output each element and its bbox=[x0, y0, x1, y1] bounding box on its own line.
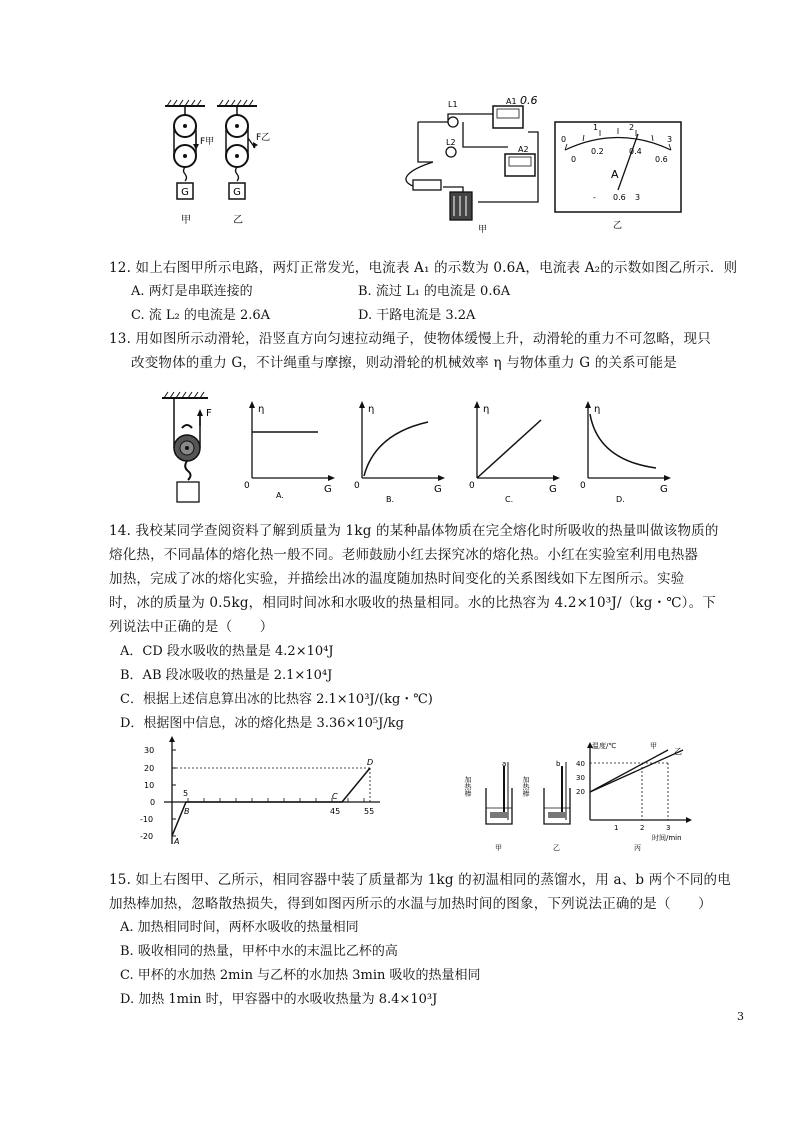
q13-force-label: F bbox=[206, 408, 212, 419]
lamp2-label: L2 bbox=[446, 138, 456, 147]
q14-option-c: C．根据上述信息算出冰的比热容 2.1×10³J/(kg・℃) bbox=[120, 692, 433, 707]
temp-chart-caption: 丙 bbox=[634, 844, 641, 852]
ice-y-m10: -10 bbox=[140, 815, 154, 824]
ice-y-0: 0 bbox=[150, 798, 156, 807]
q14-line5: 列说法中正确的是（ ） bbox=[109, 619, 274, 635]
meter-bottom-tick-2: 0.4 bbox=[629, 147, 642, 156]
q13-stem-line2: 改变物体的重力 G，不计绳重与摩擦，则动滑轮的机械效率 η 与物体重力 G 的关系可能是 bbox=[131, 355, 677, 371]
meter-top-tick-1: 1 bbox=[593, 123, 599, 132]
graph-a-y: η bbox=[258, 404, 265, 415]
ice-y-m20: -20 bbox=[140, 832, 154, 841]
circuit-caption: 甲 bbox=[478, 225, 488, 235]
meter-top-tick-2: 2 bbox=[629, 123, 635, 132]
meter-terminal-3: 3 bbox=[635, 193, 641, 202]
graph-c-y: η bbox=[483, 404, 490, 415]
handwritten-range: 0.6 bbox=[520, 94, 538, 107]
ice-melting-chart bbox=[140, 738, 390, 848]
ice-point-d: D bbox=[367, 758, 374, 767]
q15-option-d: D. 加热 1min 时，甲容器中的水吸收热量为 8.4×10³J bbox=[120, 992, 438, 1007]
q12-option-a: A. 两灯是串联连接的 bbox=[131, 284, 253, 299]
ammeter2-label: A2 bbox=[518, 145, 529, 154]
lamp1-label: L1 bbox=[448, 100, 458, 109]
q12-option-d: D. 干路电流是 3.2A bbox=[358, 308, 476, 323]
temp-x-3: 3 bbox=[666, 824, 671, 832]
pulley-right-caption: 乙 bbox=[233, 215, 243, 226]
graph-b-y: η bbox=[368, 404, 375, 415]
q15-option-a: A. 加热相同时间，两杯水吸收的热量相同 bbox=[120, 920, 359, 935]
temp-series-jia: 甲 bbox=[650, 742, 657, 750]
temp-x-label: 时间/min bbox=[652, 834, 682, 842]
beaker-a-caption: 甲 bbox=[495, 844, 502, 852]
temp-time-chart bbox=[568, 738, 700, 856]
meter-bottom-tick-0: 0 bbox=[571, 155, 577, 164]
q14-line2: 熔化热，不同晶体的熔化热一般不同。老师鼓励小红去探究冰的熔化热。小红在实验室利用电热器 bbox=[109, 547, 699, 563]
q14-option-a: A．CD 段水吸收的热量是 4.2×10⁴J bbox=[120, 644, 334, 659]
graph-a bbox=[244, 401, 335, 500]
graph-b bbox=[354, 401, 445, 504]
q15-option-b: B. 吸收相同的热量，甲杯中水的末温比乙杯的高 bbox=[120, 944, 398, 959]
q14-option-d: D．根据图中信息，冰的熔化热是 3.36×10⁵J/kg bbox=[120, 716, 404, 731]
graph-c-origin: 0 bbox=[469, 481, 475, 491]
ice-x-55: 55 bbox=[364, 807, 375, 816]
graph-d-origin: 0 bbox=[580, 481, 586, 491]
beaker-b-heater: 加热棒 bbox=[522, 776, 530, 797]
ice-x-5: 5 bbox=[183, 789, 189, 798]
force-left-label: F甲 bbox=[200, 137, 215, 147]
meter-symbol: A bbox=[611, 168, 619, 181]
graph-d bbox=[580, 401, 671, 504]
meter-terminal-minus: - bbox=[593, 193, 596, 202]
q13-pulley bbox=[160, 392, 230, 507]
q13-stem-line1: 13. 用如图所示动滑轮，沿竖直方向匀速拉动绳子，使物体缓慢上升，动滑轮的重力不可忽略，现只 bbox=[109, 331, 711, 347]
q15-option-c: C. 甲杯的水加热 2min 与乙杯的水加热 3min 吸收的热量相同 bbox=[120, 968, 481, 983]
circuit-diagram bbox=[388, 92, 548, 234]
graph-b-x: G bbox=[434, 484, 442, 495]
ice-y-30: 30 bbox=[144, 746, 155, 755]
ice-y-10: 10 bbox=[144, 781, 155, 790]
q14-option-b: B．AB 段冰吸收的热量是 2.1×10⁴J bbox=[120, 668, 333, 683]
ice-x-45: 45 bbox=[330, 807, 341, 816]
temp-series-yi: 乙 bbox=[674, 747, 682, 756]
temp-y-30: 30 bbox=[576, 774, 585, 782]
graph-d-label: D. bbox=[616, 495, 625, 504]
beaker-b bbox=[522, 760, 571, 852]
beaker-a bbox=[464, 760, 513, 852]
meter-caption: 乙 bbox=[613, 221, 623, 231]
q14-line3: 加热，完成了冰的熔化实验，并描绘出冰的温度随加热时间变化的关系图线如下左图所示。实验 bbox=[109, 571, 685, 587]
ice-point-a: A bbox=[174, 837, 180, 846]
meter-bottom-tick-3: 0.6 bbox=[655, 155, 668, 164]
beaker-a-label: a bbox=[502, 760, 507, 768]
ammeter-dial bbox=[553, 120, 683, 232]
graph-b-origin: 0 bbox=[354, 481, 360, 491]
meter-bottom-tick-1: 0.2 bbox=[591, 147, 604, 156]
pulley-left-caption: 甲 bbox=[181, 215, 191, 226]
graph-d-y: η bbox=[594, 404, 601, 415]
graph-b-label: B. bbox=[386, 495, 395, 504]
load-left-label: G bbox=[181, 187, 189, 198]
meter-terminal-06: 0.6 bbox=[613, 193, 626, 202]
ice-point-c: C bbox=[332, 792, 338, 801]
graph-a-origin: 0 bbox=[244, 481, 250, 491]
page-number: 3 bbox=[737, 1010, 744, 1023]
graph-c bbox=[469, 401, 560, 504]
beaker-b-caption: 乙 bbox=[553, 844, 560, 852]
force-right-label: F乙 bbox=[256, 133, 271, 143]
graph-a-x: G bbox=[324, 484, 332, 495]
q14-line4: 时，冰的质量为 0.5kg，相同时间冰和水吸收的热量相同。水的比热容为 4.2×10³J/（kg・℃）。下 bbox=[109, 595, 716, 611]
ice-point-b: B bbox=[184, 807, 190, 816]
ammeter1-label: A1 bbox=[506, 97, 517, 106]
q13-graphs bbox=[240, 398, 680, 508]
temp-x-1: 1 bbox=[614, 824, 619, 832]
pulley-figure-top bbox=[155, 98, 275, 228]
temp-y-40: 40 bbox=[576, 760, 585, 768]
beaker-b-label: b bbox=[556, 760, 561, 768]
load-right-label: G bbox=[233, 187, 241, 198]
q12-stem: 12. 如上右图甲所示电路，两灯正常发光，电流表 A₁ 的示数为 0.6A，电流表 A₂的示数如图乙所示．则 bbox=[109, 260, 738, 276]
q15-line2: 加热棒加热，忽略散热损失，得到如图丙所示的水温与加热时间的图象，下列说法正确的是（ ） bbox=[109, 896, 712, 912]
temp-y-label: 温度/℃ bbox=[592, 742, 617, 750]
graph-a-label: A. bbox=[276, 491, 284, 500]
graph-c-x: G bbox=[549, 484, 557, 495]
meter-top-tick-0: 0 bbox=[561, 135, 567, 144]
meter-top-tick-3: 3 bbox=[667, 135, 673, 144]
q12-option-c: C. 流 L₂ 的电流是 2.6A bbox=[131, 308, 271, 323]
temp-x-2: 2 bbox=[640, 824, 645, 832]
temp-y-20: 20 bbox=[576, 788, 585, 796]
graph-c-label: C. bbox=[505, 495, 514, 504]
q12-option-b: B. 流过 L₁ 的电流是 0.6A bbox=[358, 284, 511, 299]
q14-line1: 14. 我校某同学查阅资料了解到质量为 1kg 的某种晶体物质在完全熔化时所吸收的热量叫做该物质的 bbox=[109, 523, 719, 539]
graph-d-x: G bbox=[660, 484, 668, 495]
ice-y-20: 20 bbox=[144, 764, 155, 773]
beaker-a-heater: 加热棒 bbox=[464, 776, 472, 797]
q15-line1: 15. 如上右图甲、乙所示，相同容器中装了质量都为 1kg 的初温相同的蒸馏水，用 a、b 两个不同的电 bbox=[109, 872, 731, 888]
